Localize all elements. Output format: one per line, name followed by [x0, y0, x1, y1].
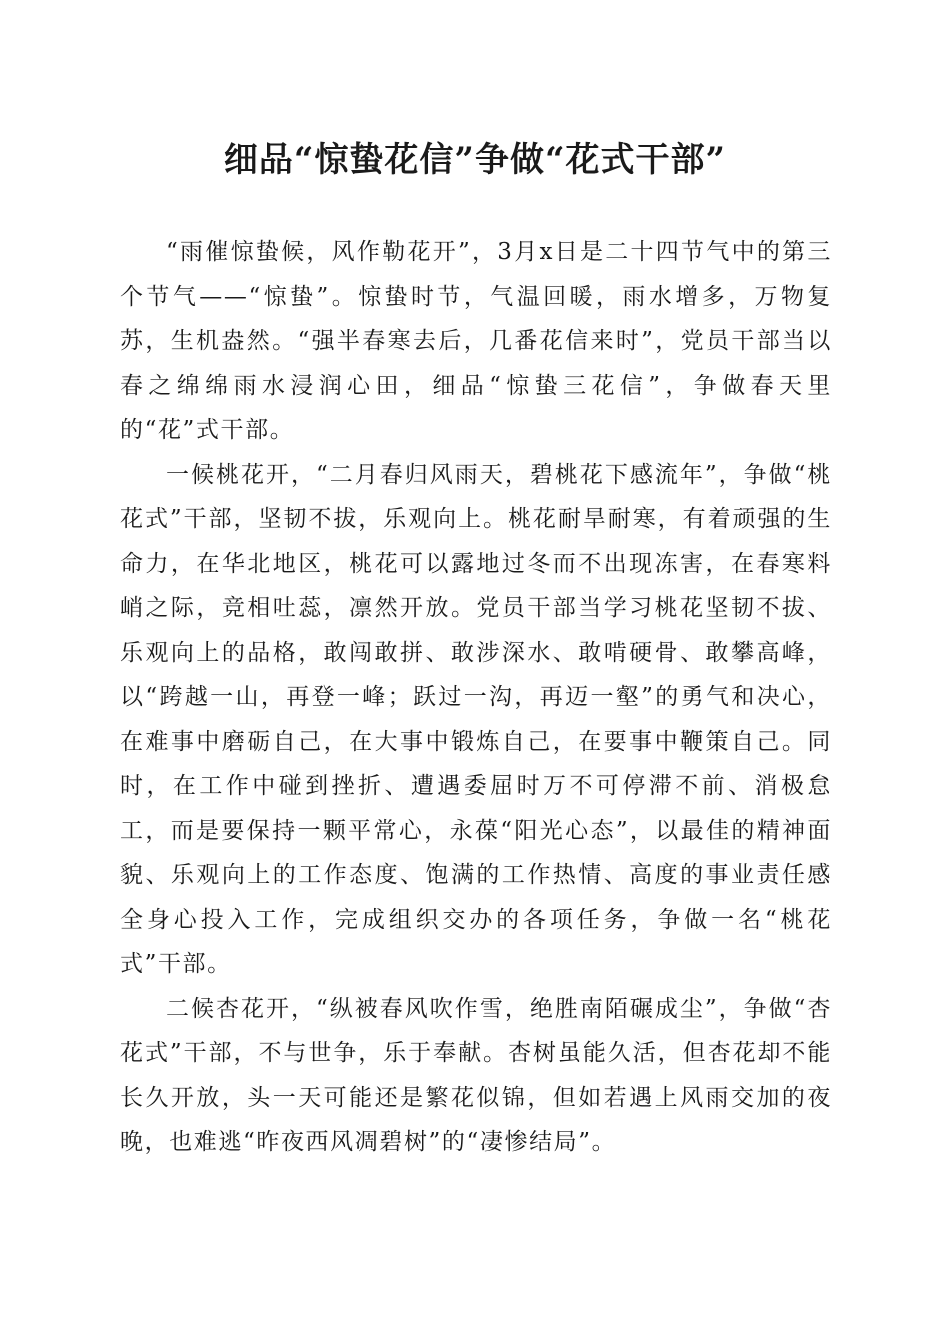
document-title: 细品“惊蛰花信”争做“花式干部”	[223, 140, 727, 180]
paragraph-peach-blossom: 一候桃花开，“二月春归风雨天，碧桃花下感流年”，争做“桃花式”干部，坚韧不拔，乐观向上。桃花耐旱耐寒，有着顽强的生命力，在华北地区，桃花可以露地过冬而不出现冻害，在春寒料峭之际，竞相吐蕊，凛然开放。党员干部当学习桃花坚韧不拔、乐观向上的品格，敢闯敢拼、敢涉深水、敢啃硬骨、敢攀高峰，以“跨越一山，再登一峰；跃过一沟，再迈一壑”的勇气和决心，在难事中磨砺自己，在大事中锻炼自己，在要事中鞭策自己。同时，在工作中碰到挫折、遭遇委屈时万不可停滞不前、消极怠工，而是要保持一颗平常心，永葆“阳光心态”，以最佳的精神面貌、乐观向上的工作态度、饱满的工作热情、高度的事业责任感全身心投入工作，完成组织交办的各项任务，争做一名“桃花式”干部。	[120, 461, 832, 977]
paragraph-intro: “雨催惊蛰候，风作勒花开”，3月x日是二十四节气中的第三个节气——“惊蛰”。惊蛰时节，气温回暖，雨水增多，万物复苏，生机盎然。“强半春寒去后，几番花信来时”，党员干部当以春之绵绵雨水浸润心田，细品“惊蛰三花信”，争做春天里的“花”式干部。	[120, 239, 832, 443]
document-body	[120, 230, 832, 1165]
paragraph-apricot-blossom: 二候杏花开，“纵被春风吹作雪，绝胜南陌碾成尘”，争做“杏花式”干部，不与世争，乐于奉献。杏树虽能久活，但杏花却不能长久开放，头一天可能还是繁花似锦，但如若遇上风雨交加的夜晚，也难逃“昨夜西风凋碧树”的“凄惨结局”。	[120, 995, 832, 1155]
